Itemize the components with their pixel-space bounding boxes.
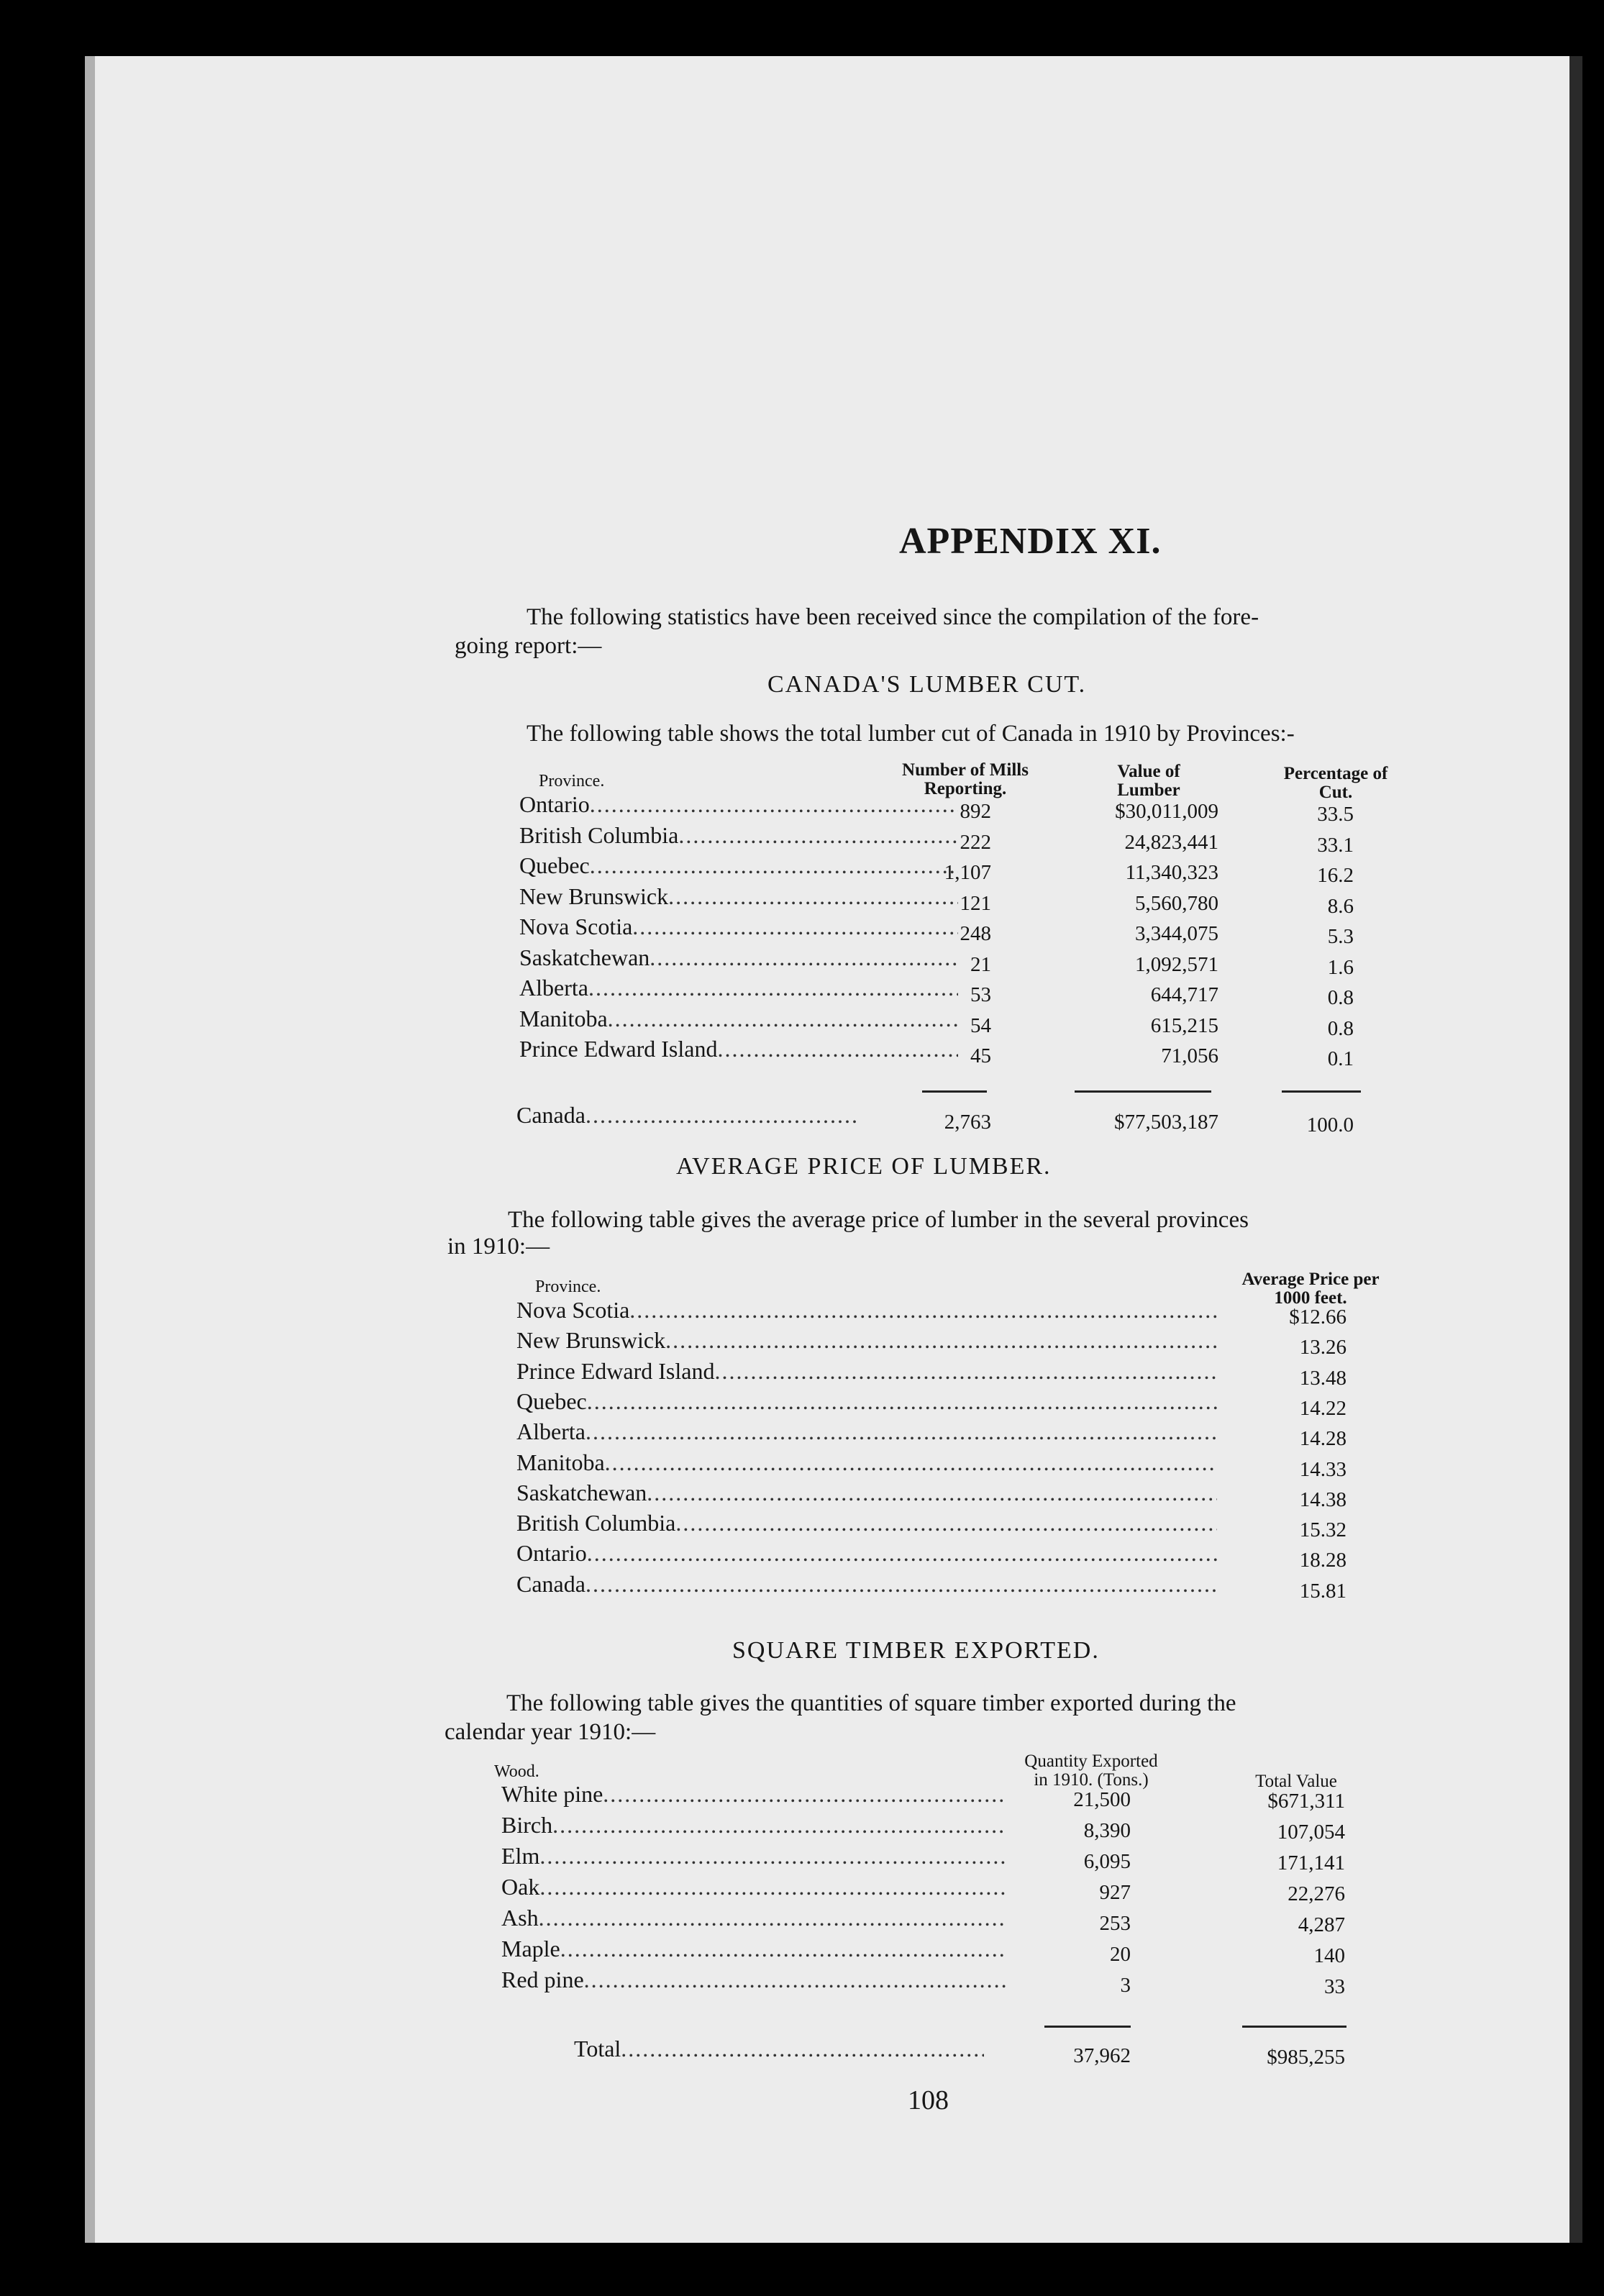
avg-row-price: 14.28 xyxy=(1299,1427,1346,1451)
lumber-col-pct-line1: Percentage of xyxy=(1283,764,1388,783)
lumber-row-pct: 1.6 xyxy=(1327,955,1354,979)
avg-price-heading: AVERAGE PRICE OF LUMBER. xyxy=(676,1153,1052,1180)
lumber-row-mills: 1,107 xyxy=(944,861,991,884)
avg-row-province xyxy=(516,1297,1217,1324)
avg-row-province-text: British Columbia xyxy=(516,1510,676,1536)
timber-row-value: 22,276 xyxy=(1288,1882,1345,1905)
lumber-row-pct: 16.2 xyxy=(1317,864,1354,887)
timber-value-rule xyxy=(1242,2026,1346,2028)
avg-row-price: 15.81 xyxy=(1299,1579,1346,1603)
lumber-row-pct: 0.8 xyxy=(1327,1016,1354,1040)
lumber-pct-rule xyxy=(1282,1090,1361,1093)
lumber-row-value: 5,560,780 xyxy=(1135,891,1218,915)
lumber-row-value: 3,344,075 xyxy=(1135,922,1218,945)
page-title: APPENDIX XI. xyxy=(899,521,1162,562)
lumber-row-mills: 21 xyxy=(970,952,991,976)
lumber-cut-intro: The following table shows the total lumber cut of Canada in 1910 by Provinces:- xyxy=(527,721,1295,747)
timber-row-wood xyxy=(501,1874,1007,1900)
lumber-col-province: Province. xyxy=(539,772,605,791)
leader-dots xyxy=(714,1358,1217,1385)
leader-dots xyxy=(603,1781,1007,1808)
timber-row-qty: 3 xyxy=(1120,1974,1131,1997)
intro-line-2: going report:— xyxy=(455,633,602,659)
avg-price-intro-1: The following table gives the average price of lumber in the several provinces xyxy=(508,1207,1249,1233)
lumber-row-mills: 121 xyxy=(960,891,991,915)
timber-row-wood-text: Birch xyxy=(501,1812,553,1838)
lumber-row-value: 71,056 xyxy=(1161,1044,1218,1067)
timber-col-wood: Wood. xyxy=(494,1762,539,1781)
timber-row-wood xyxy=(501,1843,1007,1869)
timber-row-value: 171,141 xyxy=(1277,1851,1345,1874)
timber-row-wood-text: Red pine xyxy=(501,1967,584,1992)
timber-row-qty: 927 xyxy=(1099,1881,1131,1904)
lumber-row-province-text: Manitoba xyxy=(519,1005,608,1031)
timber-row-qty: 21,500 xyxy=(1073,1788,1131,1811)
timber-col-qty-line2: in 1910. (Tons.) xyxy=(1034,1770,1149,1790)
leader-dots xyxy=(539,1843,1007,1869)
lumber-row-value: 11,340,323 xyxy=(1125,861,1218,884)
page-number: 108 xyxy=(908,2085,949,2115)
avg-col-province: Province. xyxy=(535,1277,601,1296)
timber-row-qty: 253 xyxy=(1099,1912,1131,1935)
lumber-row-mills: 222 xyxy=(960,830,991,854)
leader-dots xyxy=(585,1418,1217,1445)
timber-col-value: Total Value xyxy=(1255,1772,1337,1791)
timber-row-wood-text: White pine xyxy=(501,1781,603,1807)
document-page xyxy=(85,56,1582,2243)
lumber-value-rule xyxy=(1075,1090,1211,1093)
timber-row-value: $671,311 xyxy=(1267,1790,1345,1813)
lumber-row-pct: 33.1 xyxy=(1317,833,1354,857)
lumber-total-value: $77,503,187 xyxy=(1114,1111,1218,1134)
timber-total-qty: 37,962 xyxy=(1073,2044,1131,2067)
lumber-row-pct: 5.3 xyxy=(1327,925,1354,948)
lumber-row-province-text: Saskatchewan xyxy=(519,944,650,970)
avg-row-province-text: Nova Scotia xyxy=(516,1297,630,1323)
lumber-col-mills-line1: Number of Mills xyxy=(902,760,1029,780)
leader-dots xyxy=(560,1936,1007,1962)
timber-row-wood-text: Oak xyxy=(501,1874,540,1900)
leader-dots xyxy=(585,1102,859,1129)
square-timber-heading: SQUARE TIMBER EXPORTED. xyxy=(732,1637,1100,1664)
timber-row-value: 4,287 xyxy=(1298,1913,1345,1936)
lumber-row-mills: 54 xyxy=(970,1013,991,1037)
avg-row-province xyxy=(516,1358,1217,1385)
timber-row-wood xyxy=(501,1936,1007,1962)
lumber-row-pct: 33.5 xyxy=(1317,803,1354,826)
lumber-total-pct: 100.0 xyxy=(1306,1113,1354,1136)
avg-col-price-line2: 1000 feet. xyxy=(1274,1288,1347,1308)
leader-dots xyxy=(621,2036,984,2062)
avg-row-price: 13.48 xyxy=(1299,1366,1346,1390)
lumber-row-value: $30,011,009 xyxy=(1115,800,1218,823)
lumber-row-pct: 0.8 xyxy=(1327,986,1354,1009)
avg-row-province xyxy=(516,1480,1217,1506)
lumber-col-pct xyxy=(1253,765,1418,802)
avg-row-province-text: Quebec xyxy=(516,1388,587,1414)
lumber-row-value: 644,717 xyxy=(1150,983,1218,1006)
lumber-row-province-text: Nova Scotia xyxy=(519,914,633,939)
avg-row-price: $12.66 xyxy=(1289,1306,1346,1329)
timber-total-wood: Total xyxy=(574,2036,621,2062)
timber-row-value: 140 xyxy=(1313,1944,1345,1967)
timber-col-qty-line1: Quantity Exported xyxy=(1024,1751,1158,1771)
lumber-col-pct-line2: Cut. xyxy=(1318,783,1353,802)
lumber-row-province-text: Quebec xyxy=(519,852,590,878)
leader-dots xyxy=(539,1874,1007,1900)
timber-row-qty: 8,390 xyxy=(1083,1819,1131,1842)
leader-dots xyxy=(587,1540,1217,1567)
leader-dots xyxy=(665,1327,1217,1354)
avg-row-price: 14.22 xyxy=(1299,1396,1346,1420)
lumber-row-mills: 248 xyxy=(960,922,991,945)
avg-col-price-line1: Average Price per xyxy=(1241,1270,1380,1289)
timber-col-qty xyxy=(1001,1752,1181,1790)
timber-row-wood xyxy=(501,1967,1007,1993)
timber-row-wood-text: Ash xyxy=(501,1905,539,1931)
lumber-row-value: 615,215 xyxy=(1150,1013,1218,1037)
square-timber-intro-1: The following table gives the quantities of square timber exported during the xyxy=(506,1690,1236,1716)
lumber-row-province-text: Ontario xyxy=(519,791,590,817)
lumber-col-mills-line2: Reporting. xyxy=(924,779,1007,798)
avg-row-province-text: Prince Edward Island xyxy=(516,1357,715,1384)
timber-total-label xyxy=(574,2036,984,2062)
avg-row-province-text: New Brunswick xyxy=(516,1327,666,1354)
avg-row-province xyxy=(516,1388,1217,1415)
lumber-row-mills: 892 xyxy=(960,800,991,823)
lumber-cut-heading: CANADA'S LUMBER CUT. xyxy=(767,671,1087,698)
lumber-row-mills: 53 xyxy=(970,983,991,1006)
square-timber-intro-2: calendar year 1910:— xyxy=(445,1719,656,1745)
lumber-row-pct: 0.1 xyxy=(1327,1047,1354,1070)
lumber-row-value: 24,823,441 xyxy=(1124,830,1218,854)
leader-dots xyxy=(675,1510,1217,1536)
lumber-row-value: 1,092,571 xyxy=(1135,952,1218,976)
avg-row-province xyxy=(516,1327,1217,1354)
leader-dots xyxy=(539,1905,1007,1931)
lumber-mills-rule xyxy=(922,1090,987,1093)
avg-row-province-text: Saskatchewan xyxy=(516,1479,647,1505)
avg-row-price: 14.38 xyxy=(1299,1488,1346,1511)
lumber-total-label xyxy=(516,1102,859,1129)
timber-row-value: 107,054 xyxy=(1277,1821,1345,1844)
lumber-row-province-text: Prince Edward Island xyxy=(519,1036,718,1062)
avg-row-price: 14.33 xyxy=(1299,1457,1346,1481)
timber-row-wood xyxy=(501,1781,1007,1808)
leader-dots xyxy=(629,1297,1217,1324)
timber-row-qty: 20 xyxy=(1110,1943,1131,1966)
avg-row-price: 13.26 xyxy=(1299,1336,1346,1359)
lumber-row-mills: 45 xyxy=(970,1044,991,1067)
avg-row-province-text: Manitoba xyxy=(516,1449,605,1475)
avg-row-province xyxy=(516,1540,1217,1567)
timber-row-value: 33 xyxy=(1324,1975,1345,1998)
avg-row-province xyxy=(516,1571,1217,1598)
avg-col-price xyxy=(1217,1270,1404,1308)
timber-row-wood xyxy=(501,1812,1007,1839)
leader-dots xyxy=(585,1571,1217,1598)
avg-row-province xyxy=(516,1449,1217,1476)
avg-price-intro-2: in 1910:— xyxy=(447,1234,550,1259)
lumber-row-province-text: Alberta xyxy=(519,975,588,1001)
avg-row-province xyxy=(516,1510,1217,1536)
avg-row-province-text: Alberta xyxy=(516,1418,585,1445)
timber-row-wood-text: Maple xyxy=(501,1936,560,1962)
timber-total-value: $985,255 xyxy=(1267,2046,1345,2069)
lumber-total-mills: 2,763 xyxy=(944,1111,991,1134)
avg-row-province xyxy=(516,1418,1217,1445)
leader-dots xyxy=(587,1388,1217,1415)
timber-row-qty: 6,095 xyxy=(1083,1850,1131,1873)
timber-row-wood-text: Elm xyxy=(501,1843,540,1869)
lumber-col-value-line2: Lumber xyxy=(1117,780,1180,800)
lumber-row-pct: 8.6 xyxy=(1327,894,1354,918)
lumber-row-province-text: British Columbia xyxy=(519,821,679,848)
timber-qty-rule xyxy=(1044,2026,1131,2028)
lumber-total-province: Canada xyxy=(516,1102,585,1128)
lumber-col-value-line1: Value of xyxy=(1117,762,1180,781)
avg-row-price: 15.32 xyxy=(1299,1518,1346,1542)
lumber-col-value xyxy=(1077,762,1221,800)
lumber-row-province-text: New Brunswick xyxy=(519,883,669,909)
avg-row-price: 18.28 xyxy=(1299,1549,1346,1572)
intro-line-1: The following statistics have been received since the compilation of the fore- xyxy=(527,604,1259,630)
timber-row-wood xyxy=(501,1905,1007,1931)
leader-dots xyxy=(605,1449,1217,1476)
leader-dots xyxy=(584,1967,1007,1993)
leader-dots xyxy=(552,1812,1007,1839)
avg-row-province-text: Canada xyxy=(516,1570,585,1597)
leader-dots xyxy=(647,1480,1217,1506)
avg-row-province-text: Ontario xyxy=(516,1540,587,1567)
